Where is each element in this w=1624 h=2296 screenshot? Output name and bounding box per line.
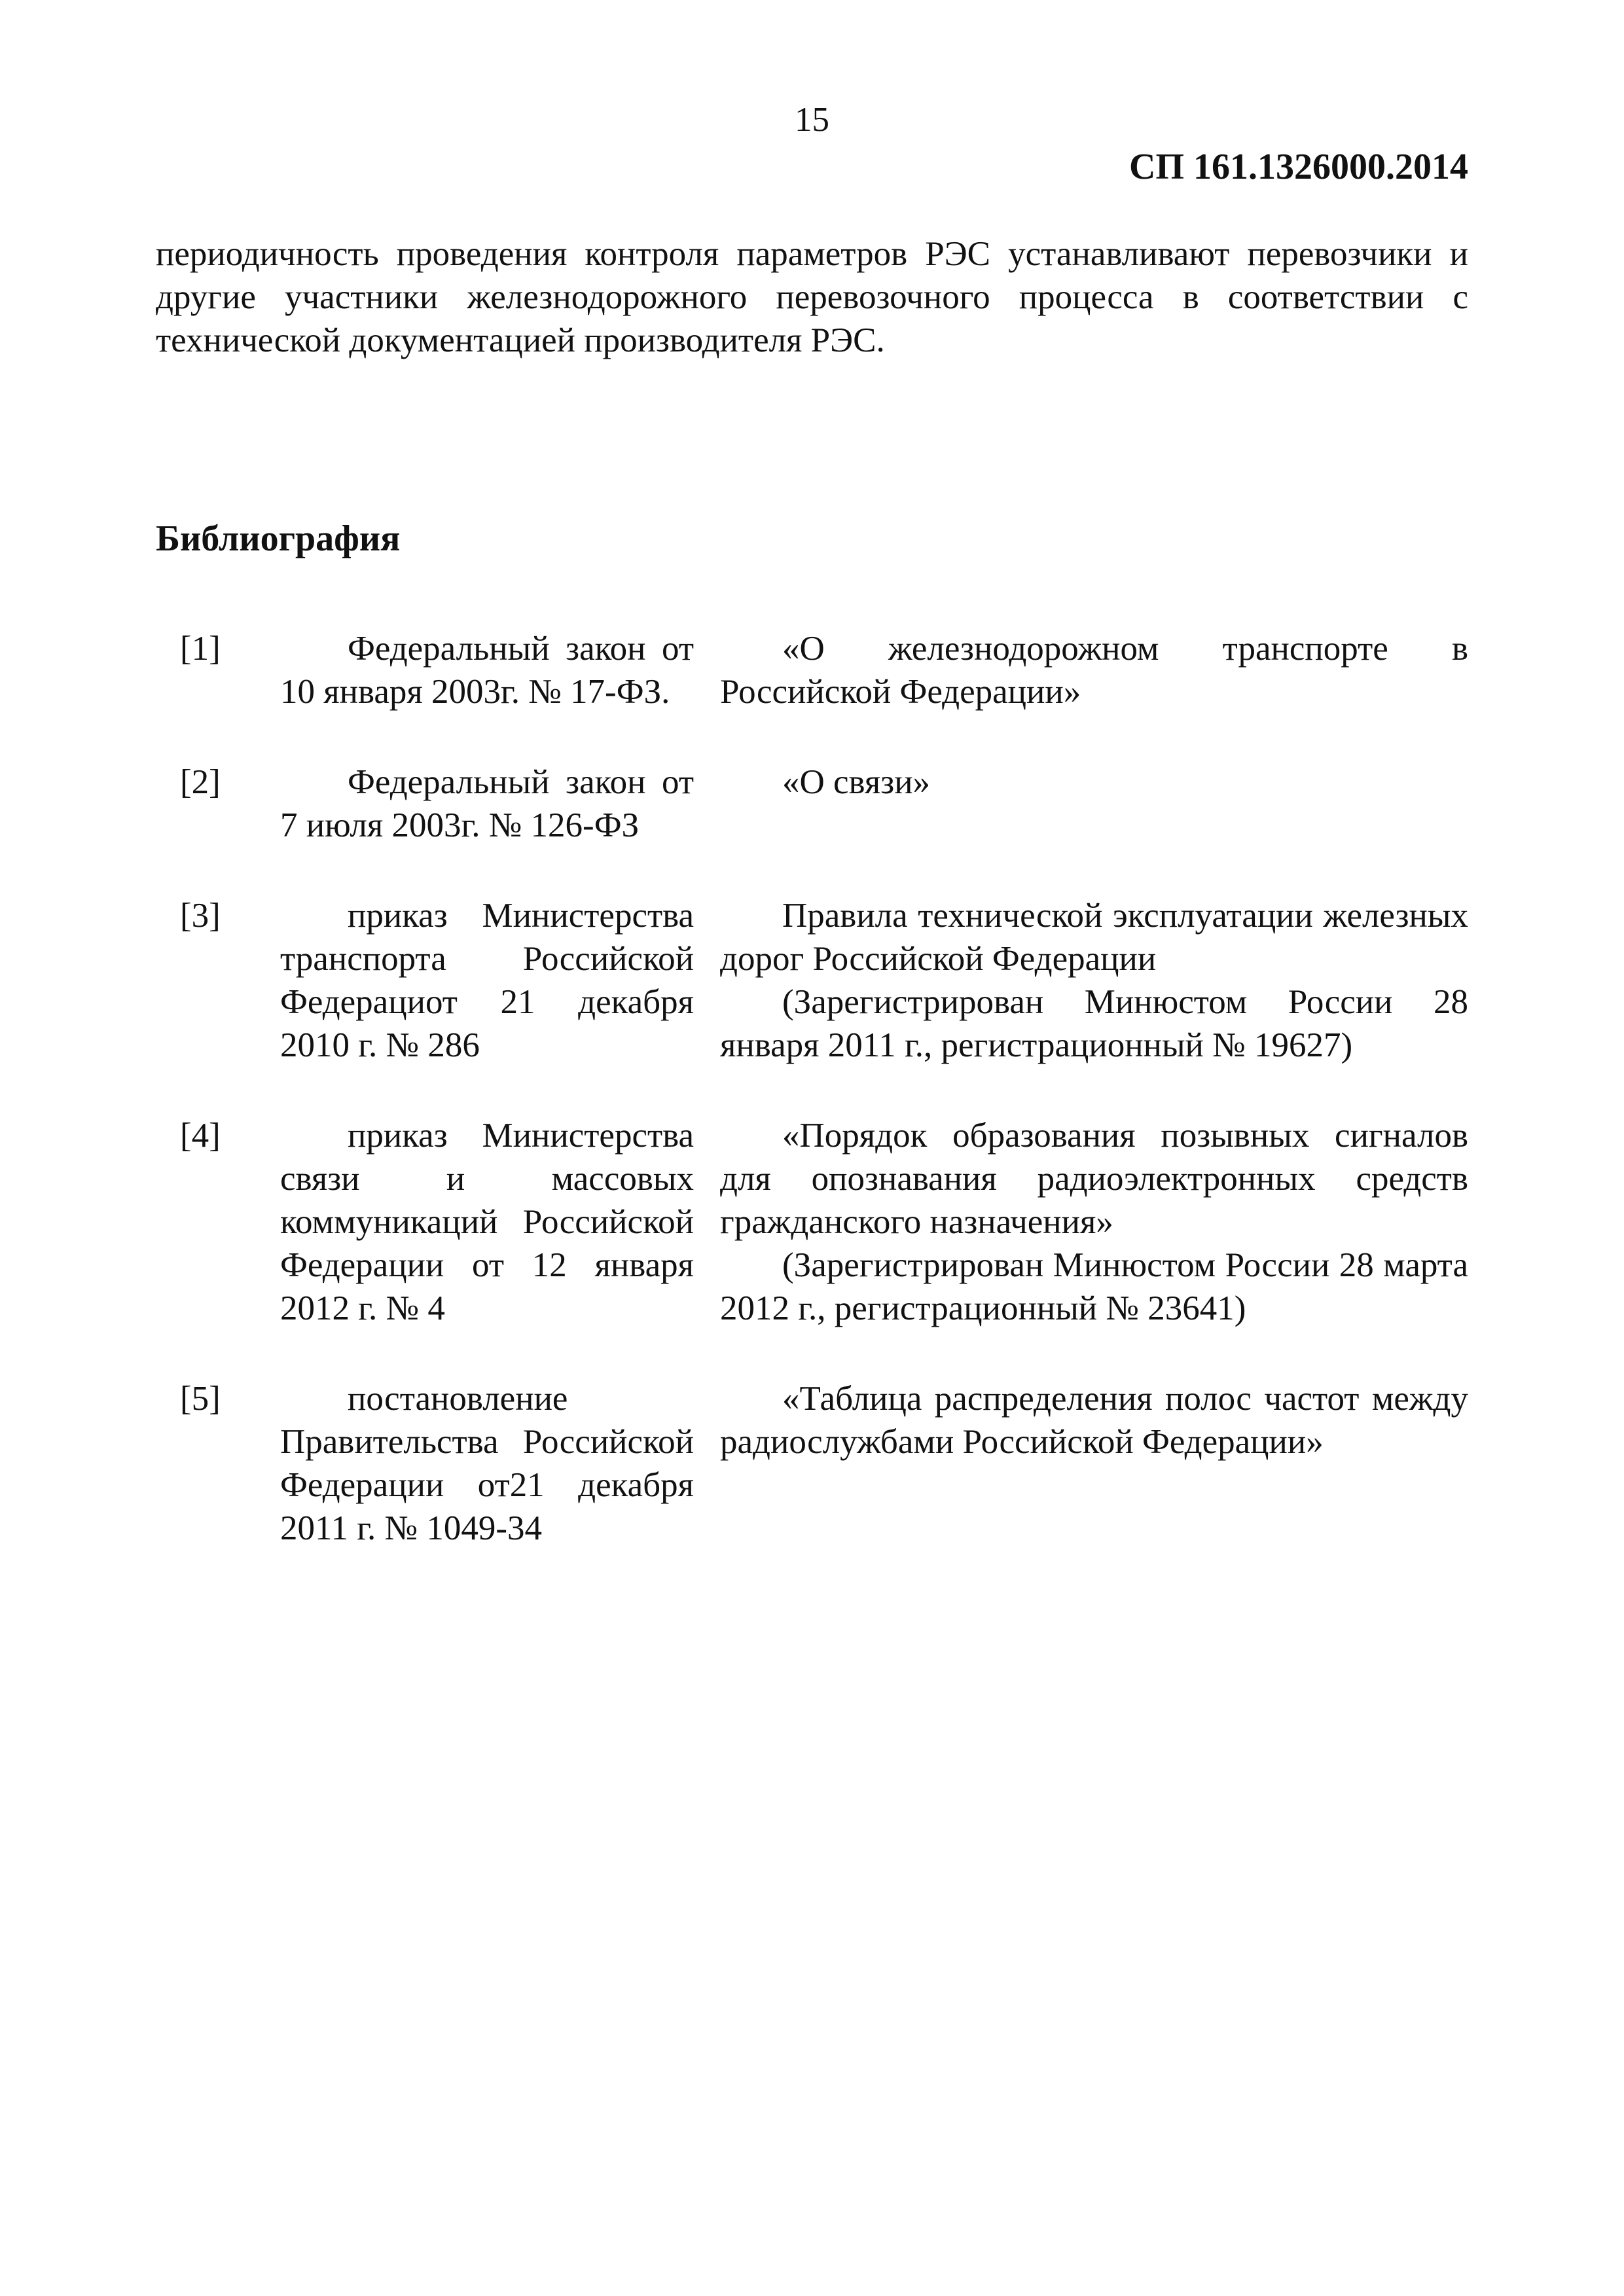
- bibliography-entry: [156, 894, 1468, 1067]
- entry-number: [5]: [180, 1380, 221, 1418]
- entry-title-block: [720, 1114, 1468, 1330]
- entry-registration-note: (Зарегистрирован Минюстом России 28 марта 2012 г., регистрационный № 23641): [720, 1246, 1468, 1327]
- page-number: 15: [795, 101, 829, 139]
- entry-title: «Таблица распределения полос частот между радиослужбами Российской Федерации»: [720, 1380, 1468, 1461]
- entry-source: Федеральный закон от 7 июля 2003г. № 126-ФЗ: [280, 763, 694, 844]
- entry-title: «О железнодорожном транспорте в Российской Федерации»: [720, 630, 1468, 711]
- entry-title-block: [720, 627, 1468, 713]
- bibliography-entry: [156, 627, 1468, 713]
- bibliography-entry: [156, 1377, 1468, 1550]
- entry-title-block: [720, 761, 1468, 804]
- entry-number: [3]: [180, 897, 221, 935]
- entry-source: Федеральный закон от 10 января 2003г. № 17-ФЗ.: [280, 630, 694, 711]
- entry-title-block: [720, 894, 1468, 1067]
- entry-number: [4]: [180, 1117, 221, 1155]
- entry-number: [1]: [180, 630, 221, 668]
- entry-source: приказ Министерства связи и массовых коммуникаций Российской Федерации от 12 января 2012 г. № 4: [280, 1117, 694, 1327]
- intro-paragraph: периодичность проведения контроля параметров РЭС устанавливают перевозчики и другие участники железнодорожного перевозочного процесса в соответствии с технической документацией производителя РЭС.: [156, 235, 1468, 359]
- entry-source: постановление Правительства Российской Федерации от21 декабря 2011 г. № 1049-34: [280, 1380, 694, 1547]
- document-code: СП 161.1326000.2014: [1129, 147, 1468, 187]
- entry-title: Правила технической эксплуатации железных дорог Российской Федерации: [720, 897, 1468, 978]
- entry-number: [2]: [180, 763, 221, 801]
- bibliography-entry: [156, 1114, 1468, 1330]
- bibliography-heading: Библиография: [156, 518, 401, 559]
- entry-source: приказ Министерства транспорта Российской Федерациот 21 декабря 2010 г. № 286: [280, 897, 694, 1064]
- entry-registration-note: (Зарегистрирован Минюстом России 28 января 2011 г., регистрационный № 19627): [720, 983, 1468, 1064]
- entry-title-block: [720, 1377, 1468, 1463]
- bibliography-entry: [156, 761, 1468, 847]
- bibliography-list: [156, 627, 1468, 1597]
- entry-title: «Порядок образования позывных сигналов для опознавания радиоэлектронных средств гражданского назначения»: [720, 1117, 1468, 1241]
- entry-title: «О связи»: [782, 763, 931, 801]
